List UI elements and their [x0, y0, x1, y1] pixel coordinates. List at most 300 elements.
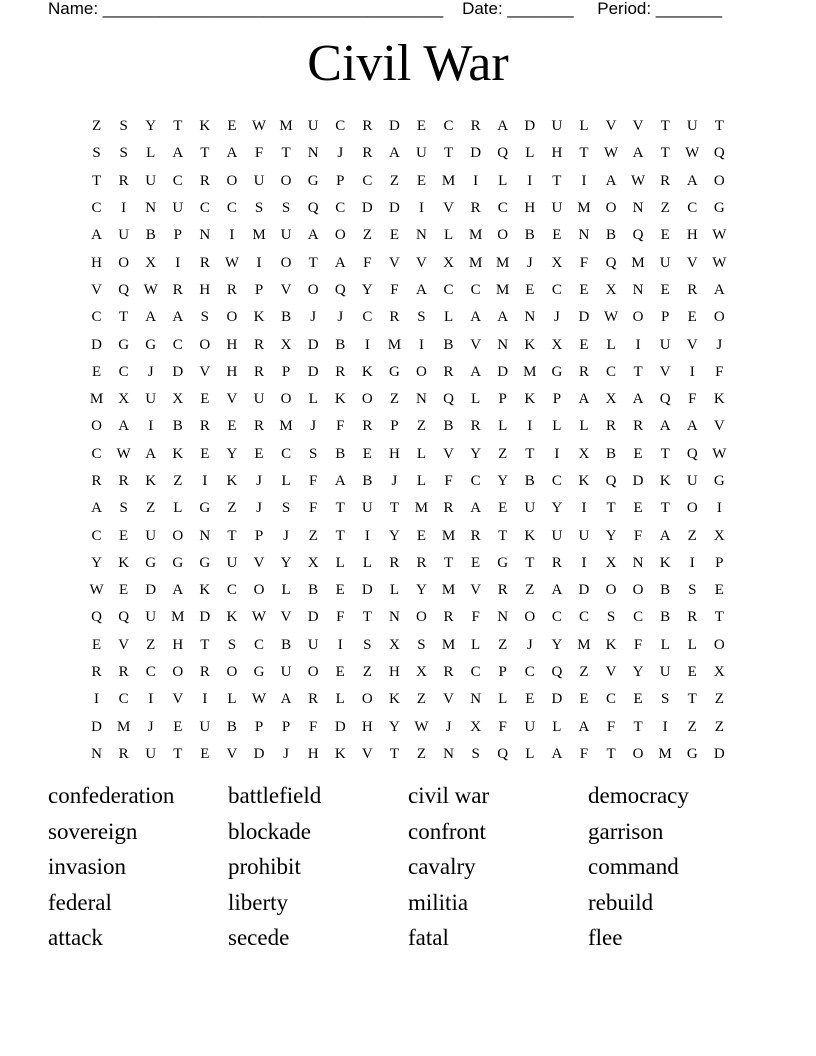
grid-letter: N — [307, 145, 319, 162]
grid-letter: E — [200, 745, 210, 762]
grid-letter: O — [632, 582, 644, 599]
grid-letter: K — [659, 473, 671, 489]
grid-letter: F — [363, 254, 372, 271]
grid-row — [83, 249, 733, 276]
grid-letter: P — [254, 527, 264, 544]
grid-letter: L — [389, 582, 399, 599]
grid-letter: V — [470, 336, 482, 353]
grid-letter: A — [551, 745, 563, 762]
word-list-item: secede — [228, 925, 290, 950]
grid-letter: C — [226, 582, 237, 599]
grid-letter: V — [280, 609, 292, 626]
grid-letter: X — [388, 636, 400, 653]
grid-letter: M — [252, 227, 266, 244]
grid-letter: M — [441, 636, 456, 653]
grid-letter: U — [416, 145, 427, 162]
grid-letter: L — [579, 418, 589, 435]
grid-letter: M — [468, 227, 483, 244]
grid-letter: N — [470, 691, 482, 708]
grid-letter: R — [226, 281, 237, 298]
grid-letter: N — [632, 281, 644, 298]
grid-letter: T — [173, 745, 183, 762]
grid-letter: U — [686, 118, 698, 135]
grid-letter: C — [443, 281, 454, 298]
grid-letter: O — [713, 309, 725, 326]
grid-letter: Z — [146, 500, 156, 517]
grid-letter: G — [497, 554, 509, 571]
grid-letter: S — [688, 582, 697, 599]
grid-letter: A — [632, 391, 644, 408]
grid-letter: Q — [497, 745, 509, 762]
grid-row — [83, 277, 733, 304]
grid-letter: R — [443, 363, 454, 380]
grid-letter: E — [389, 227, 399, 244]
grid-letter: R — [118, 473, 129, 489]
grid-letter: X — [145, 254, 157, 271]
word-list-item: rebuild — [588, 889, 654, 915]
grid-letter: L — [687, 636, 697, 653]
grid-letter: O — [253, 582, 265, 599]
grid-row — [83, 577, 733, 604]
grid-letter: C — [91, 309, 102, 326]
grid-letter: Z — [362, 664, 372, 681]
grid-letter: D — [91, 336, 102, 353]
grid-row — [83, 659, 733, 686]
grid-letter: S — [417, 309, 426, 326]
grid-letter: L — [525, 145, 535, 162]
grid-row — [83, 468, 733, 495]
grid-letter: R — [606, 418, 617, 435]
grid-letter: M — [631, 254, 645, 271]
grid-letter: E — [471, 554, 481, 571]
grid-letter: W — [224, 254, 240, 271]
grid-letter: D — [307, 336, 319, 353]
grid-letter: I — [121, 200, 127, 217]
grid-letter: Q — [605, 473, 617, 489]
grid-letter: I — [689, 554, 695, 571]
grid-letter: I — [554, 445, 560, 462]
grid-letter: B — [606, 227, 617, 244]
grid-letter: X — [605, 554, 617, 571]
grid-letter: M — [577, 200, 591, 217]
grid-letter: T — [660, 500, 670, 517]
grid-letter: N — [632, 200, 644, 217]
grid-row — [83, 604, 733, 631]
grid-letter: Z — [714, 691, 724, 708]
grid-letter: T — [443, 554, 454, 571]
grid-letter: L — [281, 582, 291, 599]
grid-letter: P — [498, 664, 507, 681]
grid-letter: H — [388, 445, 400, 462]
grid-letter: I — [635, 336, 641, 353]
grid-letter: Z — [416, 418, 427, 435]
grid-letter: O — [713, 172, 725, 189]
grid-letter: H — [91, 254, 102, 271]
grid-letter: Y — [361, 281, 373, 298]
grid-letter: R — [443, 500, 454, 517]
grid-letter: S — [471, 745, 480, 762]
grid-letter: U — [551, 118, 563, 135]
grid-letter: T — [633, 363, 643, 380]
grid-letter: Y — [632, 664, 644, 681]
grid-letter: W — [712, 445, 727, 462]
grid-letter: G — [388, 363, 400, 380]
grid-letter: K — [578, 473, 590, 489]
word-list-item: prohibit — [228, 854, 301, 879]
grid-letter: W — [712, 227, 727, 244]
grid-letter: K — [605, 636, 617, 653]
grid-letter: A — [578, 718, 590, 735]
grid-letter: L — [606, 336, 616, 353]
grid-letter: G — [172, 554, 184, 571]
grid-letter: D — [497, 363, 509, 380]
grid-letter: H — [686, 227, 698, 244]
grid-letter: R — [389, 554, 400, 571]
grid-letter: F — [688, 391, 697, 408]
grid-letter: R — [362, 418, 373, 435]
word-list-item: militia — [408, 889, 469, 915]
grid-letter: O — [632, 745, 644, 762]
grid-letter: W — [143, 281, 158, 298]
grid-letter: F — [579, 254, 589, 271]
word-list-item: invasion — [48, 854, 126, 879]
grid-letter: A — [172, 582, 184, 599]
grid-letter: S — [661, 691, 670, 708]
grid-letter: Z — [227, 500, 237, 517]
grid-letter: L — [443, 227, 454, 244]
grid-letter: M — [658, 745, 672, 762]
grid-letter: C — [281, 445, 292, 462]
grid-letter: D — [470, 145, 482, 162]
date-field-label: Date: _______ — [462, 0, 574, 18]
grid-letter: F — [308, 718, 318, 735]
grid-letter: R — [578, 363, 589, 380]
grid-letter: T — [200, 145, 210, 162]
grid-letter: N — [416, 227, 427, 244]
grid-letter: S — [606, 609, 616, 626]
grid-letter: A — [307, 227, 319, 244]
grid-letter: M — [523, 363, 537, 380]
grid-letter: T — [443, 145, 454, 162]
grid-letter: I — [148, 418, 154, 435]
grid-letter: L — [281, 473, 291, 489]
grid-letter: K — [713, 391, 725, 408]
grid-letter: Z — [362, 227, 372, 244]
grid-letter: R — [362, 118, 373, 135]
grid-letter: Z — [416, 691, 427, 708]
grid-letter: X — [443, 254, 454, 271]
grid-letter: N — [91, 745, 102, 762]
grid-letter: W — [712, 254, 727, 271]
grid-letter: Q — [713, 145, 725, 162]
grid-letter: I — [662, 718, 668, 735]
word-list-item: confront — [408, 818, 486, 844]
grid-letter: U — [524, 718, 536, 735]
grid-letter: U — [524, 500, 536, 517]
grid-letter: Y — [551, 500, 563, 517]
grid-row — [83, 168, 733, 195]
word-list-item: civil war — [408, 783, 490, 808]
grid-letter: D — [307, 609, 319, 626]
grid-letter: C — [606, 363, 617, 380]
grid-letter: Y — [280, 554, 292, 571]
grid-letter: E — [227, 118, 237, 135]
grid-row — [83, 413, 733, 440]
grid-letter: H — [226, 336, 238, 353]
grid-letter: E — [660, 281, 670, 298]
grid-letter: A — [632, 145, 644, 162]
grid-letter: I — [418, 336, 424, 353]
grid-letter: V — [91, 281, 102, 298]
grid-letter: C — [118, 363, 129, 380]
grid-letter: L — [173, 500, 183, 517]
grid-letter: C — [254, 636, 265, 653]
grid-letter: T — [687, 691, 697, 708]
grid-letter: M — [171, 609, 185, 626]
grid-letter: U — [551, 200, 563, 217]
grid-row — [83, 359, 733, 386]
grid-letter: E — [714, 582, 724, 599]
grid-letter: D — [307, 363, 319, 380]
grid-letter: S — [281, 500, 291, 517]
grid-letter: E — [254, 445, 264, 462]
grid-letter: D — [334, 718, 346, 735]
grid-letter: D — [388, 118, 400, 135]
grid-letter: C — [118, 691, 129, 708]
grid-letter: R — [254, 418, 265, 435]
grid-letter: I — [175, 254, 181, 271]
grid-letter: P — [390, 418, 399, 435]
grid-letter: C — [578, 609, 589, 626]
grid-letter: E — [200, 445, 210, 462]
grid-letter: T — [362, 609, 372, 626]
grid-letter: R — [308, 691, 319, 708]
grid-letter: O — [226, 309, 238, 326]
grid-letter: A — [334, 473, 346, 489]
grid-letter: G — [199, 500, 211, 517]
grid-letter: Y — [497, 473, 509, 489]
grid-letter: V — [416, 254, 427, 271]
word-search-grid — [83, 113, 733, 768]
grid-letter: K — [524, 391, 536, 408]
grid-letter: X — [551, 254, 563, 271]
grid-letter: R — [389, 309, 400, 326]
grid-letter: R — [118, 745, 129, 762]
grid-letter: I — [148, 691, 154, 708]
grid-letter: W — [251, 691, 267, 708]
grid-letter: D — [172, 363, 184, 380]
grid-letter: G — [145, 554, 157, 571]
grid-letter: E — [525, 691, 535, 708]
grid-letter: Z — [416, 745, 427, 762]
word-list-item: federal — [48, 889, 112, 915]
grid-row — [83, 741, 733, 768]
grid-letter: U — [280, 664, 292, 681]
grid-letter: B — [362, 473, 373, 489]
grid-letter: A — [713, 281, 725, 298]
grid-letter: X — [713, 527, 725, 544]
grid-letter: K — [361, 363, 373, 380]
period-field-label: Period: _______ — [597, 0, 723, 18]
grid-letter: M — [441, 582, 456, 599]
grid-letter: A — [470, 363, 482, 380]
grid-letter: C — [470, 664, 481, 681]
grid-letter: E — [173, 718, 183, 735]
grid-letter: W — [89, 582, 104, 599]
grid-letter: I — [202, 473, 208, 489]
grid-letter: I — [364, 336, 370, 353]
grid-letter: R — [118, 172, 129, 189]
grid-letter: U — [253, 391, 265, 408]
grid-letter: U — [253, 172, 265, 189]
grid-letter: W — [116, 445, 131, 462]
grid-letter: F — [390, 281, 399, 298]
grid-letter: T — [606, 500, 616, 517]
grid-letter: S — [119, 145, 128, 162]
grid-letter: V — [388, 254, 400, 271]
grid-letter: T — [200, 636, 210, 653]
grid-letter: W — [631, 172, 646, 189]
grid-letter: K — [388, 691, 400, 708]
grid-letter: R — [91, 473, 102, 489]
grid-letter: H — [388, 664, 400, 681]
grid-letter: A — [172, 309, 184, 326]
grid-letter: C — [335, 200, 346, 217]
grid-letter: X — [307, 554, 319, 571]
grid-letter: Y — [388, 527, 400, 544]
grid-letter: R — [687, 609, 698, 626]
grid-letter: U — [172, 200, 184, 217]
grid-letter: L — [308, 391, 318, 408]
grid-letter: Q — [91, 609, 102, 626]
grid-letter: D — [253, 745, 265, 762]
grid-letter: Z — [91, 118, 102, 135]
grid-letter: T — [606, 745, 616, 762]
grid-letter: D — [361, 200, 373, 217]
grid-letter: H — [524, 200, 536, 217]
grid-letter: G — [253, 664, 265, 681]
grid-row — [83, 522, 733, 549]
grid-letter: R — [687, 281, 698, 298]
grid-letter: O — [416, 363, 427, 380]
grid-letter: Y — [388, 718, 400, 735]
grid-letter: B — [660, 609, 671, 626]
grid-letter: J — [391, 473, 398, 489]
grid-letter: K — [118, 554, 130, 571]
grid-letter: Y — [416, 582, 427, 599]
word-list-item: sovereign — [48, 818, 138, 844]
grid-letter: A — [470, 309, 482, 326]
grid-letter: B — [443, 336, 454, 353]
grid-letter: G — [713, 473, 725, 489]
grid-letter: C — [687, 200, 698, 217]
grid-letter: L — [471, 636, 481, 653]
grid-letter: K — [253, 309, 265, 326]
grid-row — [83, 550, 733, 577]
grid-letter: U — [145, 527, 157, 544]
grid-letter: V — [118, 636, 130, 653]
grid-letter: B — [443, 418, 454, 435]
grid-letter: W — [603, 145, 619, 162]
word-list-item: battlefield — [228, 783, 322, 808]
grid-letter: A — [416, 281, 427, 298]
grid-letter: F — [254, 145, 264, 162]
grid-letter: O — [334, 227, 346, 244]
grid-letter: F — [471, 609, 480, 626]
grid-letter: Q — [334, 281, 346, 298]
grid-letter: P — [498, 391, 507, 408]
grid-letter: J — [526, 254, 533, 271]
grid-letter: K — [199, 582, 211, 599]
grid-letter: I — [527, 418, 533, 435]
grid-letter: U — [145, 172, 157, 189]
grid-letter: Q — [443, 391, 454, 408]
grid-letter: Y — [605, 527, 617, 544]
grid-letter: Z — [146, 636, 156, 653]
grid-letter: H — [199, 281, 211, 298]
grid-letter: I — [256, 254, 262, 271]
grid-letter: Z — [389, 172, 399, 189]
grid-letter: T — [660, 118, 670, 135]
grid-letter: X — [578, 445, 590, 462]
grid-letter: O — [524, 609, 536, 626]
grid-letter: F — [498, 718, 507, 735]
grid-letter: G — [307, 172, 319, 189]
grid-letter: P — [173, 227, 182, 244]
grid-letter: Y — [551, 636, 563, 653]
grid-letter: C — [172, 172, 183, 189]
grid-letter: P — [254, 718, 264, 735]
grid-letter: X — [551, 336, 563, 353]
grid-letter: N — [497, 609, 509, 626]
grid-letter: O — [632, 309, 644, 326]
grid-row — [83, 222, 733, 249]
grid-row — [83, 195, 733, 222]
grid-letter: W — [414, 718, 429, 735]
grid-letter: P — [552, 391, 562, 408]
grid-letter: C — [226, 200, 237, 217]
grid-letter: I — [581, 500, 587, 517]
grid-letter: T — [389, 500, 399, 517]
word-list-item: confederation — [48, 783, 175, 808]
grid-letter: X — [280, 336, 292, 353]
grid-letter: V — [199, 363, 211, 380]
grid-letter: R — [172, 281, 183, 298]
grid-letter: F — [633, 636, 643, 653]
grid-letter: Q — [118, 609, 130, 626]
grid-letter: J — [256, 473, 262, 489]
grid-letter: N — [524, 309, 536, 326]
grid-letter: F — [715, 363, 724, 380]
grid-letter: A — [91, 500, 102, 517]
grid-letter: T — [660, 145, 670, 162]
grid-letter: D — [388, 200, 400, 217]
grid-letter: N — [497, 336, 509, 353]
grid-letter: P — [336, 172, 345, 189]
grid-letter: E — [552, 227, 562, 244]
grid-letter: K — [659, 554, 671, 571]
grid-letter: X — [118, 391, 130, 408]
grid-letter: I — [229, 227, 235, 244]
grid-letter: C — [91, 200, 102, 217]
grid-letter: M — [577, 636, 591, 653]
grid-letter: X — [470, 718, 482, 735]
grid-letter: I — [527, 172, 533, 189]
grid-letter: K — [199, 118, 211, 135]
grid-letter: N — [388, 609, 400, 626]
grid-letter: L — [498, 172, 508, 189]
grid-letter: U — [578, 527, 590, 544]
